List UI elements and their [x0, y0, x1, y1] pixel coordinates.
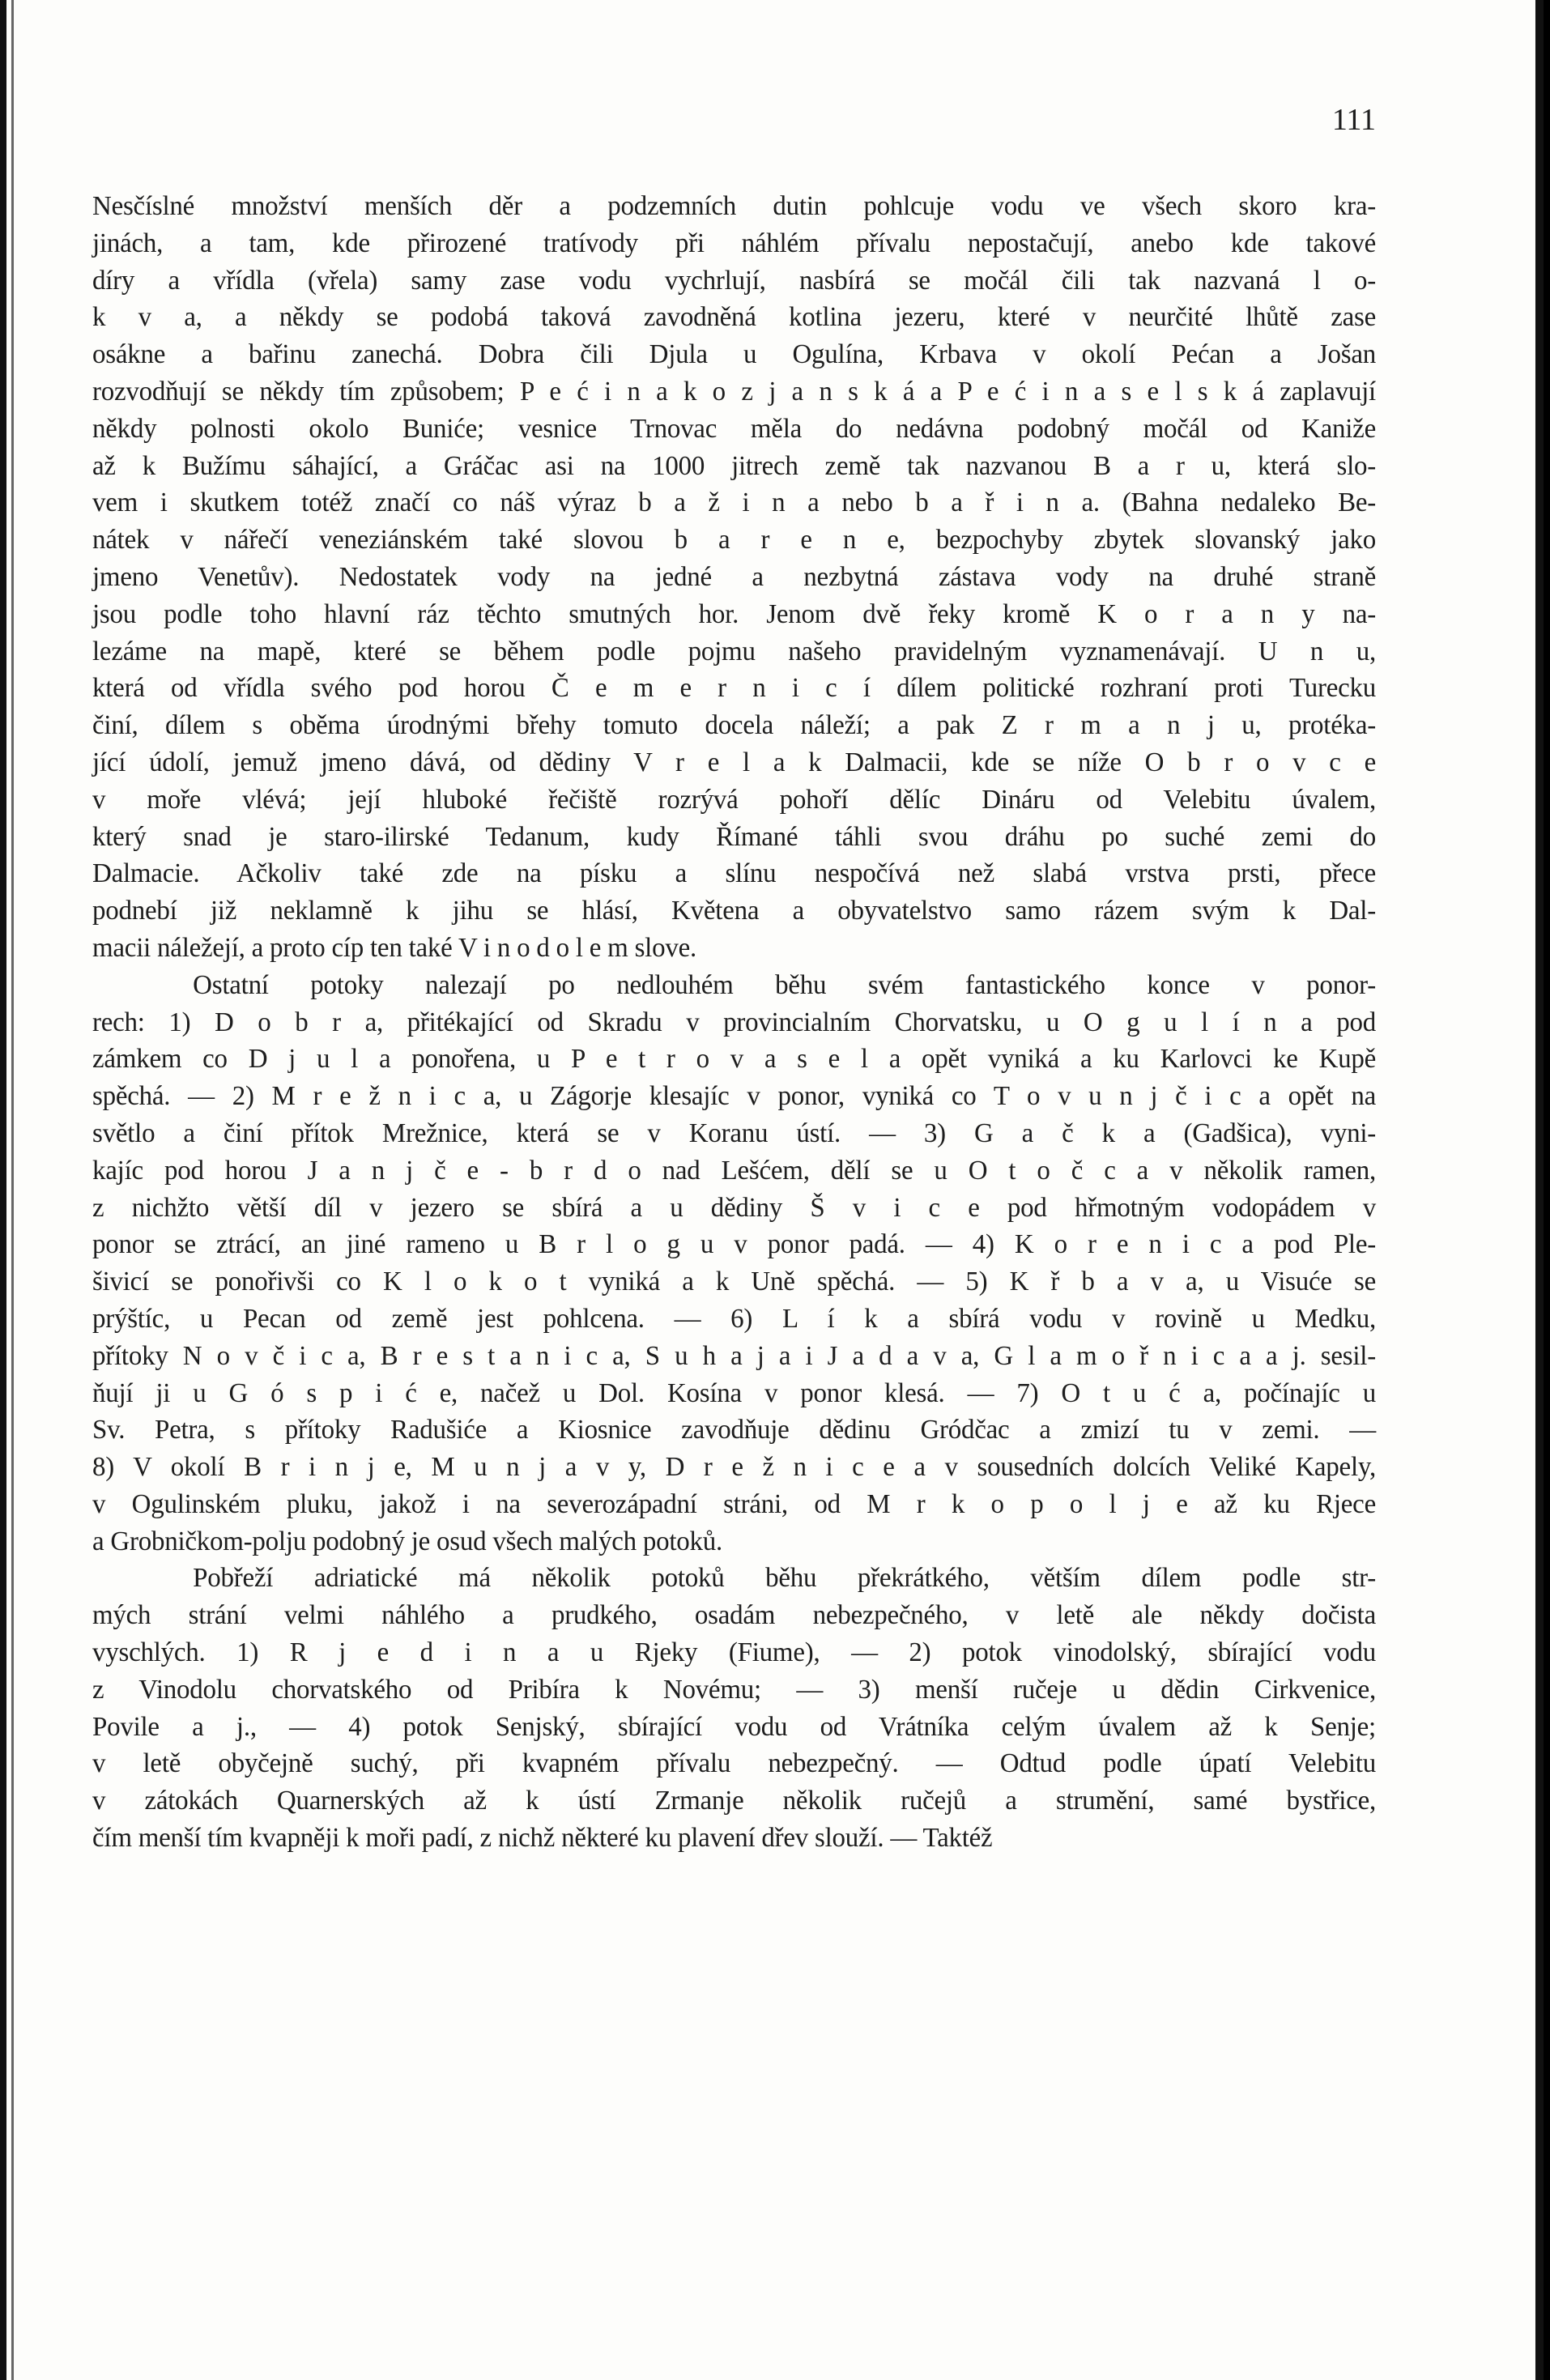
- text-line: v Ogulinském pluku, jakož i na severozápadní stráni, od M r k o p o l j e až ku Rjece: [92, 1488, 1376, 1519]
- paragraph: [92, 188, 1376, 967]
- text-line: v moře vlévá; její hluboké řečiště rozrývá pohoří dělíc Dináru od Velebitu úvalem,: [92, 784, 1376, 815]
- text-line: rech: 1) D o b r a, přitékající od Skradu v provincialním Chorvatsku, u O g u l í n a pod: [92, 1007, 1376, 1037]
- text-line: Sv. Petra, s přítoky Radušiće a Kiosnice zavodňuje dědinu Gródčac a zmizí tu v zemi. —: [92, 1415, 1376, 1445]
- text-line: nátek v nářečí veneziánském také slovou b a r e n e, bezpochyby zbytek slovanský jako: [92, 525, 1376, 556]
- text-line: rozvodňují se někdy tím způsobem; P e ć i n a k o z j a n s k á a P e ć i n a s e l s k á zaplavují: [92, 376, 1376, 407]
- scan-border-left: [0, 0, 6, 2380]
- text-line: Dalmacie. Ačkoliv také zde na písku a slínu nespočívá než slabá vrstva prsti, přece: [92, 858, 1376, 889]
- text-line: přítoky N o v č i c a, B r e s t a n i c a, S u h a j a i J a d a v a, G l a m o ř n i c a a j. sesil-: [92, 1340, 1376, 1371]
- text-line: až k Bužímu sáhající, a Gráčac asi na 1000 jitrech země tak nazvanou B a r u, která slo-: [92, 450, 1376, 481]
- paragraph: [92, 1560, 1376, 1856]
- text-line: někdy polnosti okolo Buniće; vesnice Trnovac měla do nedávna podobný močál od Kaniže: [92, 413, 1376, 444]
- text-line: z nichžto větší díl v jezero se sbírá a u dědiny Š v i c e pod hřmotným vodopádem v: [92, 1192, 1376, 1223]
- text-line: v zátokách Quarnerských až k ústí Zrmanje několik ručejů a strumění, samé bystřice,: [92, 1786, 1376, 1816]
- text-line: Ostatní potoky nalezají po nedlouhém běhu svém fantastického konce v ponor-: [193, 969, 1376, 1000]
- text-line: jinách, a tam, kde přirozené tratívody při náhlém přívalu nepostačují, anebo kde takové: [92, 228, 1376, 258]
- text-line: šivicí se ponořivši co K l o k o t vyniká a k Uně spěchá. — 5) K ř b a v a, u Visuće se: [92, 1267, 1376, 1297]
- body-text: [92, 188, 1376, 1857]
- text-line: prýštíc, u Pecan od země jest pohlcena. — 6) L í k a sbírá vodu v rovině u Medku,: [92, 1303, 1376, 1334]
- text-line: čím menší tím kvapněji k moři padí, z nichž některé ku plavení dřev slouží. — Taktéž: [92, 1823, 993, 1854]
- text-line: Pobřeží adriatické má několik potoků běhu překrátkého, větším dílem podle str-: [193, 1563, 1376, 1594]
- text-line: Povile a j., — 4) potok Senjský, sbírající vodu od Vrátníka celým úvalem až k Senje;: [92, 1711, 1376, 1742]
- page-content: [92, 102, 1376, 1857]
- scan-border-right: [1535, 0, 1544, 2380]
- text-line: a Grobničkom-polju podobný je osud všech malých potoků.: [92, 1526, 723, 1556]
- text-line: ponor se ztrácí, an jiné rameno u B r l o g u v ponor padá. — 4) K o r e n i c a pod Ple-: [92, 1229, 1376, 1260]
- text-line: podnebí již neklamně k jihu se hlásí, Květena a obyvatelstvo samo rázem svým k Dal-: [92, 896, 1376, 926]
- text-line: Nesčíslné množství menších děr a podzemních dutin pohlcuje vodu ve všech skoro kra-: [92, 191, 1376, 221]
- text-line: činí, dílem s oběma úrodnými břehy tomuto docela náleží; a pak Z r m a n j u, protéka-: [92, 710, 1376, 741]
- text-line: k v a, a někdy se podobá taková zavodněná kotlina jezeru, které v neurčité lhůtě zase: [92, 302, 1376, 333]
- text-line: který snad je staro-ilirské Tedanum, kudy Římané táhli svou dráhu po suché zemi do: [92, 821, 1376, 852]
- paragraph: [92, 967, 1376, 1560]
- text-line: díry a vřídla (vřela) samy zase vodu vychrlují, nasbírá se močál čili tak nazvaná l o-: [92, 265, 1376, 296]
- text-line: jmeno Venetův). Nedostatek vody na jedné a nezbytná zástava vody na druhé straně: [92, 561, 1376, 592]
- text-line: osákne a bařinu zanechá. Dobra čili Djula u Ogulína, Krbava v okolí Pećan a Jošan: [92, 339, 1376, 370]
- scan-border-left-line: [11, 0, 14, 2380]
- text-line: z Vinodolu chorvatského od Pribíra k Novému; — 3) menší ručeje u dědin Cirkvenice,: [92, 1674, 1376, 1705]
- text-line: spěchá. — 2) M r e ž n i c a, u Zágorje klesajíc v ponor, vyniká co T o v u n j č i c a opět na: [92, 1081, 1376, 1112]
- text-line: ňují ji u G ó s p i ć e, načež u Dol. Kosína v ponor klesá. — 7) O t u ć a, počínajíc u: [92, 1377, 1376, 1408]
- page-number: 111: [1331, 103, 1376, 137]
- text-line: světlo a činí přítok Mrežnice, která se v Koranu ústí. — 3) G a č k a (Gadšica), vyni-: [92, 1118, 1376, 1148]
- text-line: vyschlých. 1) R j e d i n a u Rjeky (Fiume), — 2) potok vinodolský, sbírající vodu: [92, 1637, 1376, 1668]
- text-line: macii náležejí, a proto cíp ten také V i n o d o l e m slove.: [92, 932, 696, 963]
- text-line: 8) V okolí B r i n j e, M u n j a v y, D r e ž n i c e a v sousedních dolcích Veliké Kapely,: [92, 1452, 1376, 1483]
- text-line: kajíc pod horou J a n j č e - b r d o nad Lešćem, dělí se u O t o č c a v několik ramen,: [92, 1155, 1376, 1186]
- text-line: mých strání velmi náhlého a prudkého, osadám nebezpečného, v letě ale někdy dočista: [92, 1600, 1376, 1631]
- text-line: jsou podle toho hlavní ráz těchto smutných hor. Jenom dvě řeky kromě K o r a n y na-: [92, 598, 1376, 629]
- text-line: jící údolí, jemuž jmeno dává, od dědiny V r e l a k Dalmacii, kde se níže O b r o v c e: [92, 747, 1376, 777]
- text-line: lezáme na mapě, které se během podle pojmu našeho pravidelným vyznamenávají. U n u,: [92, 636, 1376, 666]
- text-line: v letě obyčejně suchý, při kvapném přívalu nebezpečný. — Odtud podle úpatí Velebitu: [92, 1748, 1376, 1779]
- text-line: která od vřídla svého pod horou Č e m e r n i c í dílem politické rozhraní proti Turecku: [92, 673, 1376, 704]
- text-line: vem i skutkem totéž značí co náš výraz b a ž i n a nebo b a ř i n a. (Bahna nedaleko Be-: [92, 487, 1376, 518]
- text-line: zámkem co D j u l a ponořena, u P e t r o v a s e l a opět vyniká a ku Karlovci ke Kupě: [92, 1044, 1376, 1075]
